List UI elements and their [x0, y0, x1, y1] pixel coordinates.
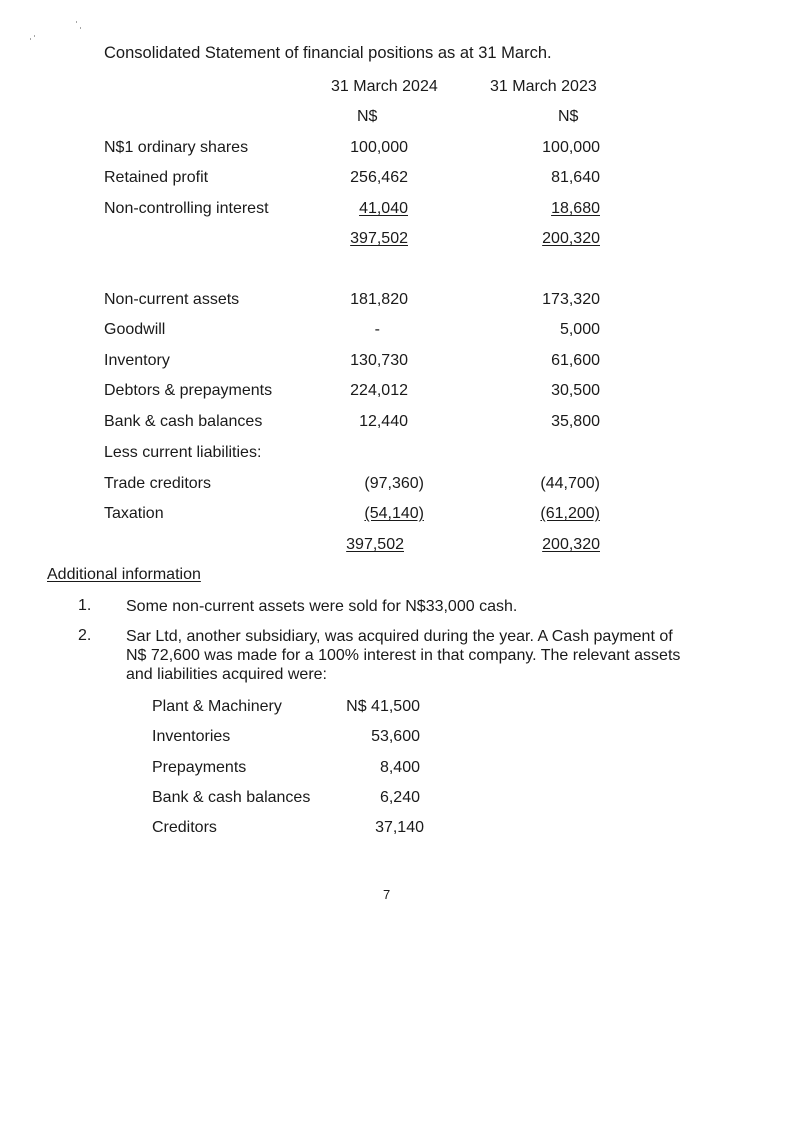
- acquired-label: Plant & Machinery: [152, 698, 282, 715]
- page-number: 7: [383, 887, 391, 902]
- value-2024: 256,462: [350, 169, 408, 186]
- asset-row-debtors: [104, 382, 600, 404]
- value-2023: 35,800: [551, 413, 600, 430]
- liabilities-heading-row: [104, 444, 600, 466]
- acquired-value: 53,600: [371, 728, 420, 745]
- total-2024: 397,502: [346, 536, 404, 553]
- equity-row-nci: [104, 200, 600, 222]
- asset-row-non-current: [104, 291, 600, 313]
- value-2024: 12,440: [359, 413, 408, 430]
- value-2024: 181,820: [350, 291, 408, 308]
- liabilities-heading: Less current liabilities:: [104, 444, 262, 461]
- acquired-row-inventories: [152, 728, 424, 750]
- acquired-label: Bank & cash balances: [152, 789, 311, 806]
- currency-label-2024: N$: [357, 108, 378, 125]
- statement-title: Consolidated Statement of financial positions as at 31 March.: [104, 44, 552, 62]
- value-2024: 224,012: [350, 382, 408, 399]
- value-2024: (54,140): [364, 505, 424, 522]
- currency-label-2023: N$: [558, 108, 579, 125]
- asset-row-goodwill: [104, 321, 600, 343]
- scan-speck: [80, 27, 81, 29]
- column-header-2023: 31 March 2023: [490, 78, 597, 95]
- acquired-row-prepayments: [152, 759, 424, 781]
- value-2023: 61,600: [551, 352, 600, 369]
- row-label: Trade creditors: [104, 475, 211, 492]
- row-label: Retained profit: [104, 169, 209, 186]
- row-label: Bank & cash balances: [104, 413, 263, 430]
- additional-info-heading: Additional information: [47, 566, 201, 583]
- scan-speck: [34, 35, 35, 37]
- total-2024: 397,502: [350, 230, 408, 247]
- row-label: Non-current assets: [104, 291, 240, 308]
- liability-row-trade-creditors: [104, 475, 600, 497]
- additional-info-item-1: Some non-current assets were sold for N$33,000 cash.: [126, 598, 518, 615]
- value-2023: 81,640: [551, 169, 600, 186]
- value-2023: (44,700): [540, 475, 600, 492]
- row-label: Taxation: [104, 505, 164, 522]
- acquired-row-bank-cash: [152, 789, 424, 811]
- value-2023: 30,500: [551, 382, 600, 399]
- value-2023: 18,680: [551, 200, 600, 217]
- acquired-row-plant: [152, 698, 424, 720]
- acquired-value: 37,140: [375, 819, 424, 836]
- additional-info-item-2: Sar Ltd, another subsidiary, was acquired during the year. A Cash payment of N$ 72,600 was made for a 100% interest in that company. The relevant assets and liabilities acquired were:: [126, 628, 681, 683]
- acquired-value: 8,400: [379, 759, 420, 776]
- acquired-label: Inventories: [152, 728, 231, 745]
- equity-total-row: [104, 230, 600, 252]
- value-2024: 41,040: [359, 200, 408, 217]
- scan-speck: [30, 38, 31, 40]
- row-label: N$1 ordinary shares: [104, 139, 249, 156]
- liability-row-taxation: [104, 505, 600, 527]
- value-2023: 100,000: [542, 139, 600, 156]
- net-total-row: [104, 536, 600, 558]
- column-header-2024: 31 March 2024: [331, 78, 438, 95]
- acquired-row-creditors: [152, 819, 424, 841]
- total-2023: 200,320: [542, 230, 600, 247]
- equity-row-retained-profit: [104, 169, 600, 191]
- value-2024: (97,360): [364, 475, 424, 492]
- row-label: Debtors & prepayments: [104, 382, 273, 399]
- value-2023: (61,200): [540, 505, 600, 522]
- row-label: Goodwill: [104, 321, 166, 338]
- item-number: 1.: [78, 597, 92, 614]
- acquired-value: N$ 41,500: [346, 698, 420, 715]
- acquired-label: Creditors: [152, 819, 217, 836]
- acquired-value: 6,240: [379, 789, 420, 806]
- value-2023: 5,000: [559, 321, 600, 338]
- equity-row-ordinary-shares: [104, 139, 600, 161]
- value-2024: 130,730: [350, 352, 408, 369]
- asset-row-bank-cash: [104, 413, 600, 435]
- value-2024: 100,000: [350, 139, 408, 156]
- scan-speck: [76, 21, 77, 23]
- value-2023: 173,320: [542, 291, 600, 308]
- row-label: Non-controlling interest: [104, 200, 269, 217]
- total-2023: 200,320: [542, 536, 600, 553]
- acquired-label: Prepayments: [152, 759, 247, 776]
- value-2024: -: [374, 321, 380, 338]
- item-number: 2.: [78, 627, 92, 644]
- row-label: Inventory: [104, 352, 170, 369]
- asset-row-inventory: [104, 352, 600, 374]
